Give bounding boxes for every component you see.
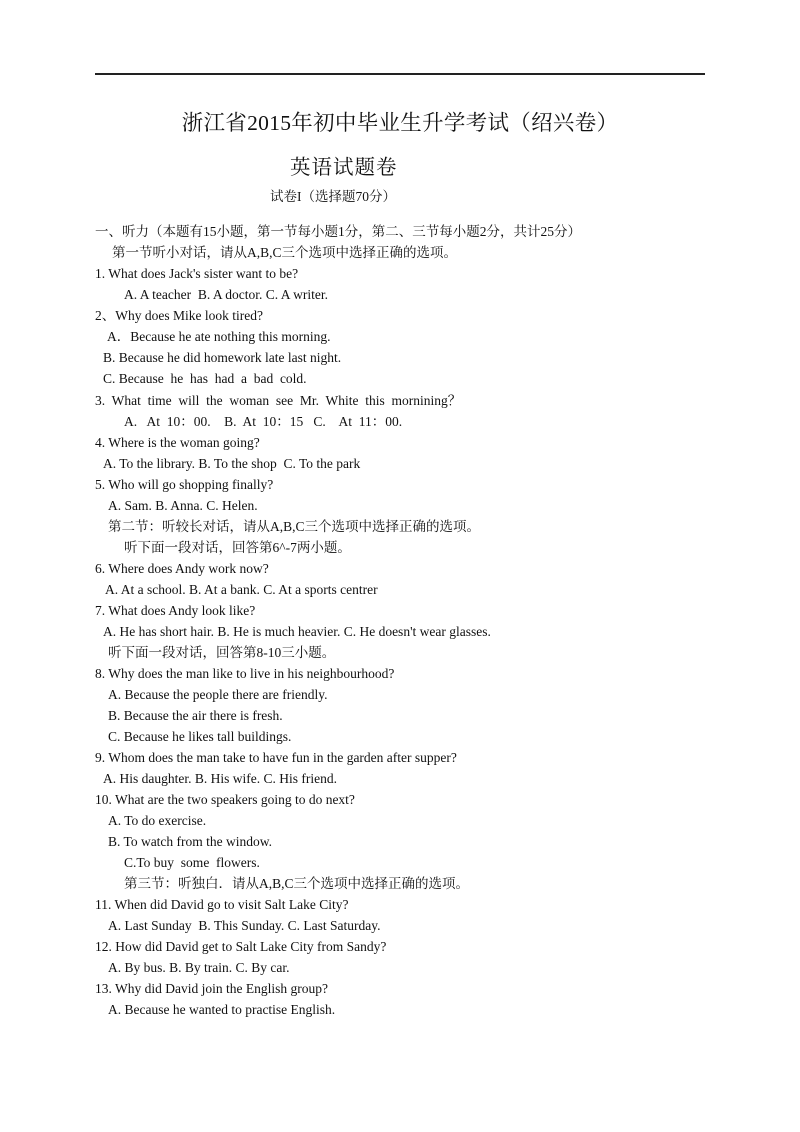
paper-subtitle: 英语试题卷 xyxy=(290,157,398,179)
paper-section-note: 试卷I（选择题70分） xyxy=(270,189,396,204)
dialogue-instruction: 听下面一段对话，回答第8-10三小题。 xyxy=(108,645,336,660)
question-line: 8. Why does the man like to live in his neighbourhood? xyxy=(95,666,395,681)
option-line: A. Last Sunday B. This Sunday. C. Last Saturday. xyxy=(108,918,381,933)
question-line: 1. What does Jack's sister want to be? xyxy=(95,266,299,281)
question-line: 3. What time will the woman see Mr. White this mornining？ xyxy=(95,393,462,408)
exam-title: 浙江省2015年初中毕业生升学考试（绍兴卷） xyxy=(181,111,619,135)
question-line: 2、Why does Mike look tired? xyxy=(95,308,263,323)
option-line: B. Because he did homework late last night. xyxy=(103,350,342,365)
option-line: A. His daughter. B. His wife. C. His friend. xyxy=(103,771,337,786)
option-line: A. By bus. B. By train. C. By car. xyxy=(108,960,290,975)
question-line: 6. Where does Andy work now? xyxy=(95,561,269,576)
option-line: A. To the library. B. To the shop C. To the park xyxy=(103,456,361,471)
option-line: A. Because the people there are friendly. xyxy=(108,687,328,702)
question-line: 5. Who will go shopping finally? xyxy=(95,477,274,492)
option-line: B. To watch from the window. xyxy=(108,834,273,849)
subsection-instruction: 第二节：听较长对话，请从A,B,C三个选项中选择正确的选项。 xyxy=(108,519,481,534)
option-line: A. Because he wanted to practise English. xyxy=(108,1002,336,1017)
question-line: 10. What are the two speakers going to do next? xyxy=(95,792,355,807)
subsection-instruction: 第一节听小对话，请从A,B,C三个选项中选择正确的选项。 xyxy=(112,245,458,260)
option-line: C. Because he has had a bad cold. xyxy=(103,371,307,386)
option-line: C.To buy some flowers. xyxy=(124,855,260,870)
option-line: C. Because he likes tall buildings. xyxy=(108,729,292,744)
option-line: B. Because the air there is fresh. xyxy=(108,708,283,723)
section-heading: 一、听力（本题有15小题，第一节每小题1分，第二、三节每小题2分，共计25分） xyxy=(95,224,581,239)
option-line: A. To do exercise. xyxy=(108,813,207,828)
question-line: 11. When did David go to visit Salt Lake City? xyxy=(95,897,349,912)
question-line: 13. Why did David join the English group? xyxy=(95,981,328,996)
option-line: A．Because he ate nothing this morning. xyxy=(107,329,331,344)
option-line: A. At a school. B. At a bank. C. At a sports centrer xyxy=(105,582,378,597)
option-line: A. A teacher B. A doctor. C. A writer. xyxy=(124,287,328,302)
question-line: 9. Whom does the man take to have fun in the garden after supper? xyxy=(95,750,457,765)
option-line: A. Sam. B. Anna. C. Helen. xyxy=(108,498,258,513)
question-line: 4. Where is the woman going? xyxy=(95,435,260,450)
option-line: A. At 10：00. B. At 10：15 C. At 11：00. xyxy=(124,414,403,429)
option-line: A. He has short hair. B. He is much heavier. C. He doesn't wear glasses. xyxy=(103,624,491,639)
subsection-instruction: 第三节：听独白．请从A,B,C三个选项中选择正确的选项。 xyxy=(124,876,470,891)
dialogue-instruction: 听下面一段对话，回答第6^-7两小题。 xyxy=(124,540,351,555)
question-line: 7. What does Andy look like? xyxy=(95,603,256,618)
question-line: 12. How did David get to Salt Lake City from Sandy? xyxy=(95,939,387,954)
